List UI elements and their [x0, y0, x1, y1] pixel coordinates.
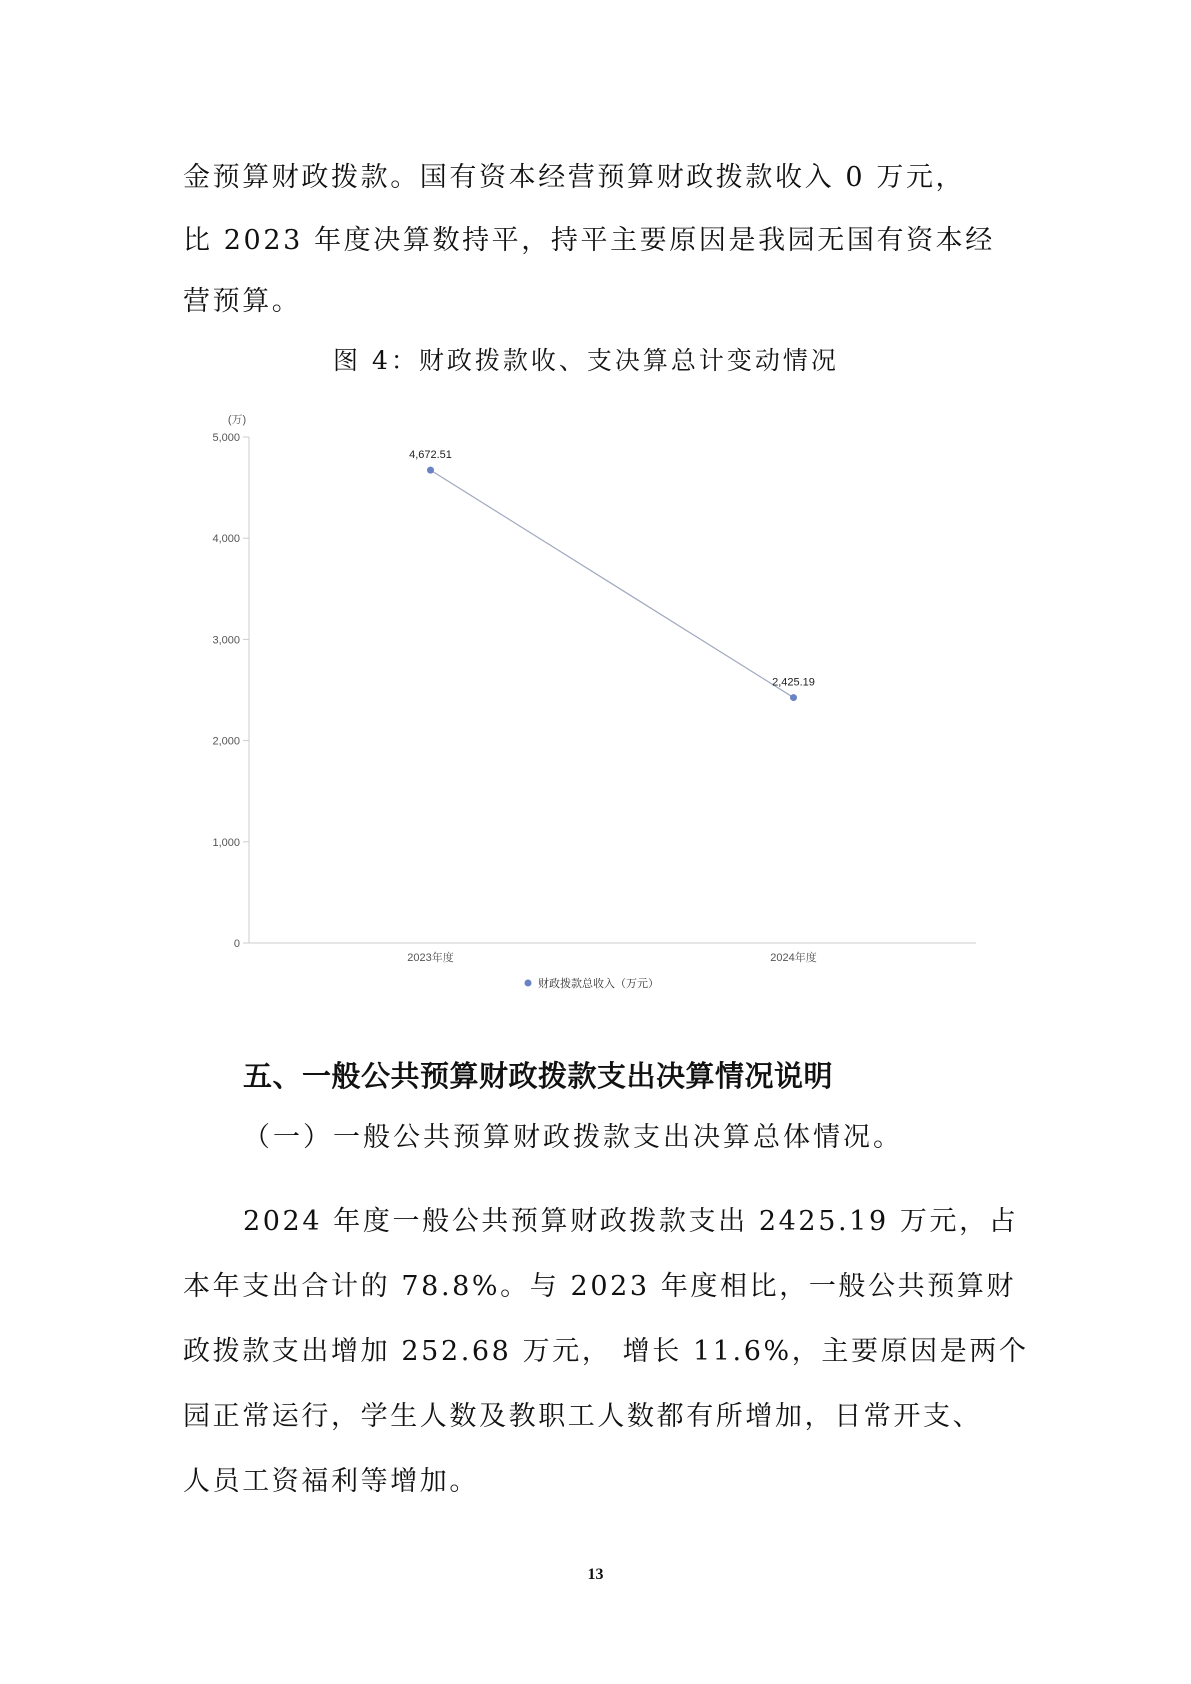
- series-line: [431, 470, 794, 697]
- y-tick-label: 3,000: [212, 634, 240, 647]
- y-axis: [212, 413, 249, 950]
- y-tick-label: 5,000: [212, 432, 240, 444]
- y-tick-label: 1,000: [212, 836, 240, 849]
- legend-label: 财政拨款总收入（万元）: [538, 977, 659, 990]
- y-tick-label: 2,000: [212, 735, 240, 748]
- x-axis: [243, 943, 976, 964]
- paragraph-line: 园正常运行，学生人数及教职工人数都有所增加，日常开支、: [183, 1401, 983, 1432]
- y-tick-label: 4,000: [212, 533, 240, 546]
- figure-caption: 图 4：财政拨款收、支决算总计变动情况: [333, 346, 839, 375]
- y-tick-label: 0: [233, 938, 240, 950]
- legend-marker: [525, 980, 532, 987]
- x-tick-label: 2023年度: [407, 952, 454, 964]
- paragraph-line: 政拨款支出增加 252.68 万元， 增长 11.6%，主要原因是两个: [183, 1336, 1029, 1367]
- data-label: 4,672.51: [409, 449, 452, 462]
- paragraph-line: 本年支出合计的 78.8%。与 2023 年度相比，一般公共预算财: [183, 1271, 1017, 1302]
- data-point: [427, 467, 434, 474]
- data-label: 2,425.19: [772, 676, 815, 689]
- paragraph-line: [183, 1208, 1018, 1235]
- paragraph-line: 金预算财政拨款。国有资本经营预算财政拨款收入 0 万元，: [183, 162, 966, 193]
- chart-series: [409, 449, 815, 701]
- x-tick-label: 2024年度: [770, 952, 817, 964]
- chart-legend: [525, 976, 660, 990]
- section-heading: 五、一般公共预算财政拨款支出决算情况说明: [243, 1059, 834, 1093]
- paragraph-line: 人员工资福利等增加。: [183, 1466, 479, 1497]
- paragraph-line: 比 2023 年度决算数持平，持平主要原因是我园无国有资本经: [183, 225, 995, 256]
- section-subheading: （一）一般公共预算财政拨款支出决算总体情况。: [243, 1122, 903, 1153]
- y-axis-unit-label: (万): [227, 414, 247, 426]
- page-number: 13: [587, 1566, 604, 1583]
- data-point: [790, 694, 797, 701]
- paragraph-text: 2024 年度一般公共预算财政拨款支出 2425.19 万元，占: [243, 1206, 1019, 1237]
- paragraph-line: 营预算。: [183, 286, 302, 317]
